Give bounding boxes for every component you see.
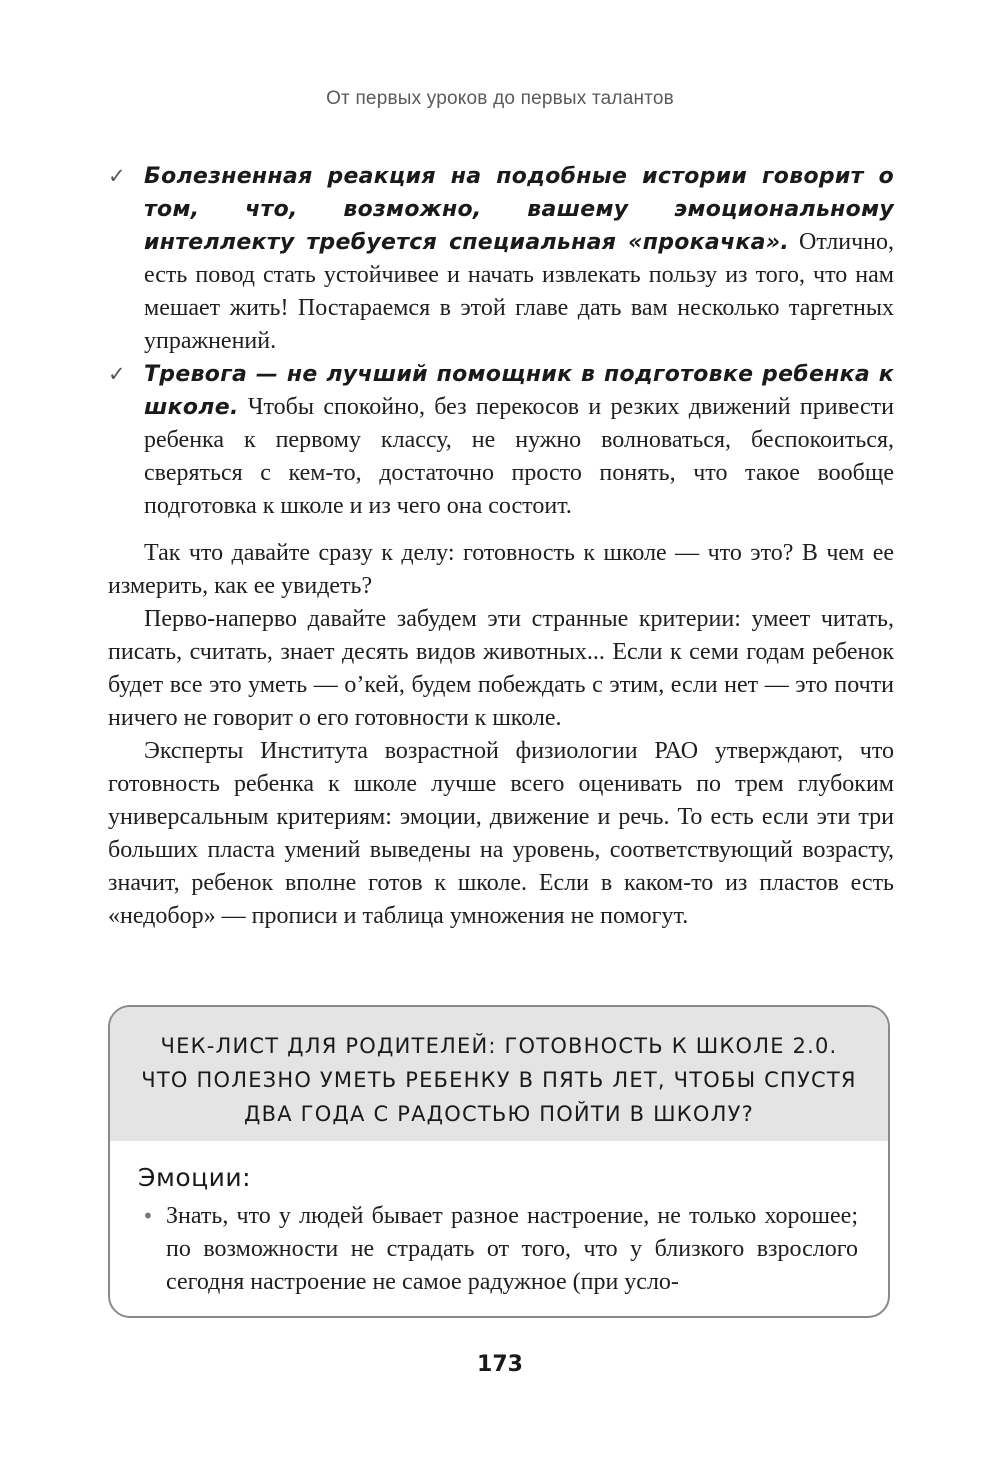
body-paragraph: Так что давайте сразу к делу: готовность к школе — что это? В чем ее измерить, как ее увидеть? xyxy=(108,540,894,599)
check-bullet-list xyxy=(108,160,894,523)
bullet-text: Отлично, есть повод стать устойчивее и начать извлекать пользу из того, что нам мешает жить! Постараемся в этой главе дать вам несколько таргетных упражнений. xyxy=(144,229,894,354)
main-text xyxy=(108,160,894,933)
body-paragraph: Перво-наперво давайте забудем эти странные критерии: умеет читать, писать, считать, знает десять видов животных... Если к семи годам ребенок будет все это уметь — о’кей, будем побеждать с этим, если нет — это почти ничего не говорит о его готовности к школе. xyxy=(108,606,894,731)
checklist-item xyxy=(138,1200,858,1299)
bullet-emphasis: Тревога — не лучший помощник в подготовке ребенка к школе. xyxy=(144,362,894,420)
checkmark-icon: ✓ xyxy=(108,164,126,188)
bullet-text: Чтобы спокойно, без перекосов и резких движений привести ребенка к первому классу, не нужно волноваться, беспокоиться, сверяться с кем-то, достаточно просто понять, что такое вообще подготовка к школе и из чего она состоит. xyxy=(144,394,894,519)
checklist-box xyxy=(108,1005,890,1318)
bullet-dot-icon: • xyxy=(142,1204,154,1228)
page-number: 173 xyxy=(477,1352,523,1377)
checklist-body xyxy=(110,1141,888,1299)
check-bullet-item xyxy=(108,160,894,358)
checklist-item-text: Знать, что у людей бывает разное настроение, не только хорошее; по возможности не страдать от того, что у близкого взрослого сегодня настроение не самое радужное (при усло- xyxy=(166,1203,858,1295)
checklist-subheading: Эмоции: xyxy=(138,1163,252,1192)
checkmark-icon: ✓ xyxy=(108,362,126,386)
checklist-title-line: ЧТО ПОЛЕЗНО УМЕТЬ РЕБЕНКУ В ПЯТЬ ЛЕТ, ЧТОБЫ СПУСТЯ xyxy=(141,1068,857,1092)
checklist-title xyxy=(110,1007,888,1141)
bullet-emphasis: Болезненная реакция на подобные истории говорит о том, что, возможно, вашему эмоциональному интеллекту требуется специальная «прокачка». xyxy=(144,164,894,255)
checklist-title-line: ЧЕК-ЛИСТ ДЛЯ РОДИТЕЛЕЙ: ГОТОВНОСТЬ К ШКОЛЕ 2.0. xyxy=(160,1034,838,1058)
checklist-title-line: ДВА ГОДА С РАДОСТЬЮ ПОЙТИ В ШКОЛУ? xyxy=(244,1102,754,1126)
body-paragraph: Эксперты Института возрастной физиологии РАО утверждают, что готовность ребенка к школе лучше всего оценивать по трем глубоким универсальным критериям: эмоции, движение и речь. То есть если эти три больших пласта умений выведены на уровень, соответствующий возрасту, значит, ребенок вполне готов к школе. Если в каком-то из пластов есть «недобор» — прописи и таблица умножения не помогут. xyxy=(108,738,894,929)
running-title: От первых уроков до первых талантов xyxy=(326,88,674,109)
check-bullet-item xyxy=(108,358,894,523)
